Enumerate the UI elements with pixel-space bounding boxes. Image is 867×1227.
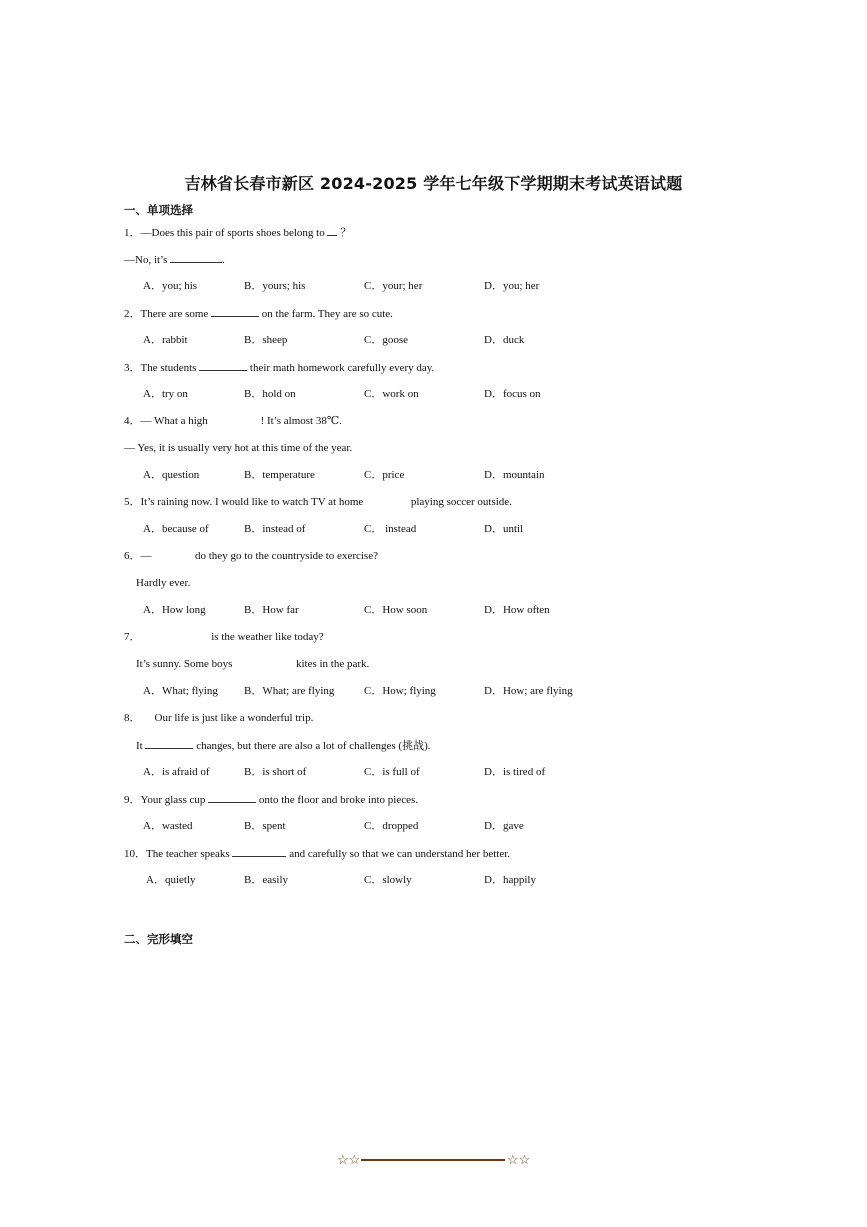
question-4-reply: — Yes, it is usually very hot at this time of the year. [124, 442, 353, 454]
answer-blank [235, 657, 293, 667]
question-3-stem: 3．The students their math homework carefully every day. [124, 362, 435, 374]
question-1-option-d[interactable]: D．you; her [484, 280, 540, 292]
answer-blank [211, 306, 259, 317]
star-icon: ☆☆ [337, 1152, 361, 1167]
section-heading-multiple-choice: 一、单项选择 [124, 203, 193, 217]
question-7-reply: It’s sunny. Some boys kites in the park. [136, 658, 370, 670]
answer-blank [208, 792, 256, 803]
question-6-option-d[interactable]: D．How often [484, 604, 550, 616]
answer-blank [154, 549, 192, 559]
question-3-option-c[interactable]: C．work on [364, 388, 419, 400]
question-5-stem: 5．It’s raining now. I would like to watch TV at home playing soccer outside. [124, 496, 512, 508]
question-10-option-b[interactable]: B．easily [244, 874, 288, 886]
question-3-option-a[interactable]: A．try on [143, 388, 188, 400]
section-heading-cloze: 二、完形填空 [124, 932, 193, 946]
question-2-option-d[interactable]: D．duck [484, 334, 525, 346]
answer-blank [366, 495, 408, 505]
question-2-stem: 2．There are some on the farm. They are so cute. [124, 308, 393, 320]
exam-title: 吉林省长春市新区 2024-2025 学年七年级下学期期末考试英语试题 [184, 174, 683, 193]
star-icon: ☆☆ [507, 1152, 531, 1167]
question-6-stem: 6．— do they go to the countryside to exercise? [124, 550, 378, 562]
question-10-stem: 10．The teacher speaks and carefully so that we can understand her better. [124, 848, 511, 860]
answer-blank [141, 711, 155, 721]
question-3-option-d[interactable]: D．focus on [484, 388, 541, 400]
question-8-option-c[interactable]: C．is full of [364, 766, 420, 778]
question-9-stem: 9．Your glass cup onto the floor and broke into pieces. [124, 794, 419, 806]
page-footer-ornament [337, 1152, 537, 1168]
answer-blank [170, 252, 222, 263]
question-1-option-c[interactable]: C．your; her [364, 280, 423, 292]
question-8-reply: It changes, but there are also a lot of challenges (挑战). [136, 740, 431, 752]
question-7-option-d[interactable]: D．How; are flying [484, 685, 573, 697]
question-5-option-a[interactable]: A．because of [143, 523, 209, 535]
question-5-option-c[interactable]: C． instead [364, 523, 417, 535]
question-5-option-b[interactable]: B．instead of [244, 523, 306, 535]
footer-divider [361, 1159, 505, 1161]
question-4-option-a[interactable]: A．question [143, 469, 200, 481]
question-10-option-d[interactable]: D．happily [484, 874, 536, 886]
question-1-option-a[interactable]: A．you; his [143, 280, 198, 292]
answer-blank [232, 846, 286, 857]
answer-blank [211, 414, 261, 424]
question-9-option-c[interactable]: C．dropped [364, 820, 419, 832]
question-8-option-d[interactable]: D．is tired of [484, 766, 546, 778]
answer-blank [145, 738, 193, 749]
question-7-option-b[interactable]: B．What; are flying [244, 685, 335, 697]
question-6-option-b[interactable]: B．How far [244, 604, 299, 616]
question-6-option-c[interactable]: C．How soon [364, 604, 428, 616]
question-5-option-d[interactable]: D．until [484, 523, 524, 535]
question-4-option-d[interactable]: D．mountain [484, 469, 545, 481]
question-10-option-a[interactable]: A．quietly [146, 874, 196, 886]
question-9-option-d[interactable]: D．gave [484, 820, 524, 832]
question-2-option-c[interactable]: C．goose [364, 334, 408, 346]
question-7-option-a[interactable]: A．What; flying [143, 685, 218, 697]
question-1-stem: 1．—Does this pair of sports shoes belong to ？ [124, 227, 352, 239]
question-4-option-c[interactable]: C．price [364, 469, 405, 481]
answer-blank [199, 360, 247, 371]
question-10-option-c[interactable]: C．slowly [364, 874, 412, 886]
question-4-stem: 4．— What a high ! It’s almost 38℃. [124, 415, 342, 427]
question-3-option-b[interactable]: B．hold on [244, 388, 296, 400]
question-1-reply: —No, it’s . [124, 254, 225, 266]
question-7-stem: 7． is the weather like today? [124, 631, 324, 643]
question-2-option-b[interactable]: B．sheep [244, 334, 288, 346]
question-2-option-a[interactable]: A．rabbit [143, 334, 188, 346]
answer-blank [327, 225, 337, 236]
question-1-option-b[interactable]: B．yours; his [244, 280, 306, 292]
question-7-option-c[interactable]: C．How; flying [364, 685, 436, 697]
question-4-option-b[interactable]: B．temperature [244, 469, 315, 481]
question-9-option-b[interactable]: B．spent [244, 820, 286, 832]
question-6-reply: Hardly ever. [136, 577, 191, 589]
question-8-option-b[interactable]: B．is short of [244, 766, 307, 778]
question-9-option-a[interactable]: A．wasted [143, 820, 193, 832]
question-6-option-a[interactable]: A．How long [143, 604, 206, 616]
question-8-option-a[interactable]: A．is afraid of [143, 766, 210, 778]
answer-blank [141, 630, 209, 640]
question-8-stem: 8． Our life is just like a wonderful trip. [124, 712, 314, 724]
